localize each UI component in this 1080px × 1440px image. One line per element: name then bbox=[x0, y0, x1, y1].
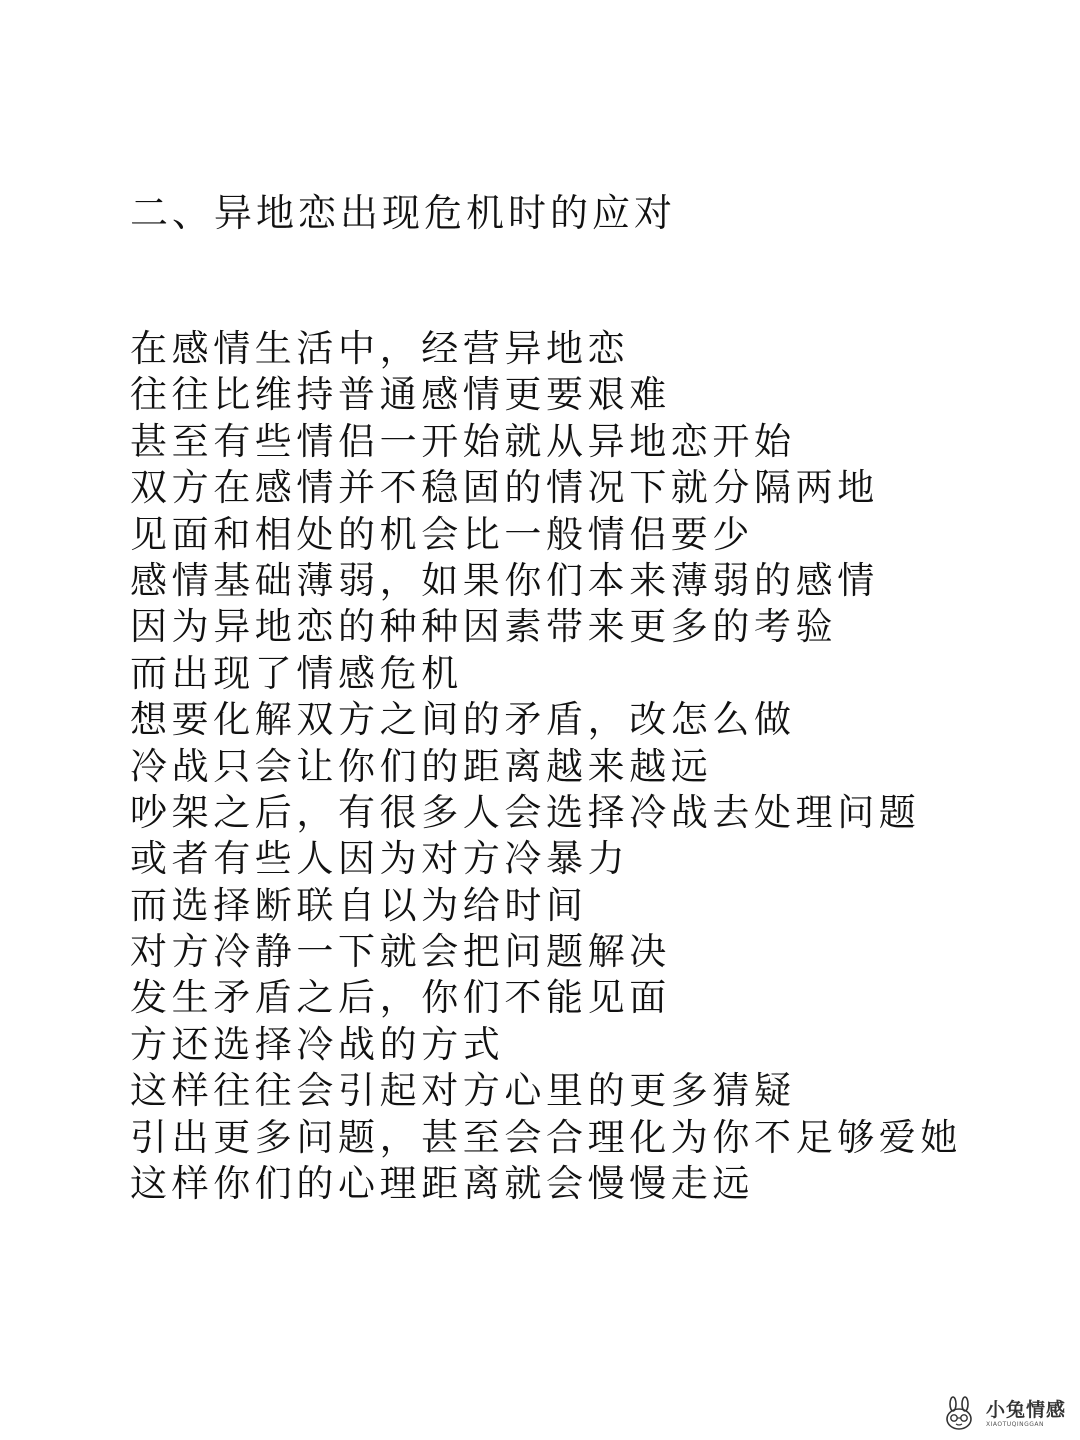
text-line: 感情基础薄弱，如果你们本来薄弱的感情 bbox=[130, 558, 879, 602]
text-line: 这样你们的心理距离就会慢慢走远 bbox=[130, 1162, 754, 1206]
text-line: 因为异地恋的种种因素带来更多的考验 bbox=[130, 605, 838, 649]
watermark bbox=[940, 1396, 1066, 1432]
text-line: 对方冷静一下就会把问题解决 bbox=[130, 930, 671, 974]
text-line: 方还选择冷战的方式 bbox=[130, 1022, 505, 1066]
text-line: 双方在感情并不稳固的情况下就分隔两地 bbox=[130, 466, 879, 510]
text-line: 这样往往会引起对方心里的更多猜疑 bbox=[130, 1069, 796, 1113]
watermark-subtitle: XIAOTUQINGGAN bbox=[985, 1421, 1045, 1428]
text-line: 或者有些人因为对方冷暴力 bbox=[130, 837, 630, 881]
text-line: 在感情生活中，经营异地恋 bbox=[130, 327, 630, 370]
text-line: 发生矛盾之后，你们不能见面 bbox=[130, 976, 671, 1020]
text-line: 引出更多问题，甚至会合理化为你不足够爱她 bbox=[130, 1115, 962, 1159]
section-title: 二、异地恋出现危机时的应对 bbox=[130, 191, 677, 235]
text-line: 冷战只会让你们的距离越来越远 bbox=[130, 744, 713, 788]
watermark-name: 小兔情感 bbox=[985, 1399, 1066, 1421]
rabbit-logo-icon bbox=[940, 1396, 980, 1432]
text-line: 想要化解双方之间的矛盾，改怎么做 bbox=[130, 698, 796, 742]
text-line: 吵架之后，有很多人会选择冷战去处理问题 bbox=[130, 790, 921, 834]
body-text bbox=[130, 326, 962, 1207]
text-line: 甚至有些情侣一开始就从异地恋开始 bbox=[130, 419, 796, 463]
text-line: 而出现了情感危机 bbox=[130, 651, 463, 695]
text-line: 见面和相处的机会比一般情侣要少 bbox=[130, 512, 754, 556]
text-line: 而选择断联自以为给时间 bbox=[130, 883, 588, 927]
text-line: 往往比维持普通感情更要艰难 bbox=[130, 373, 671, 417]
